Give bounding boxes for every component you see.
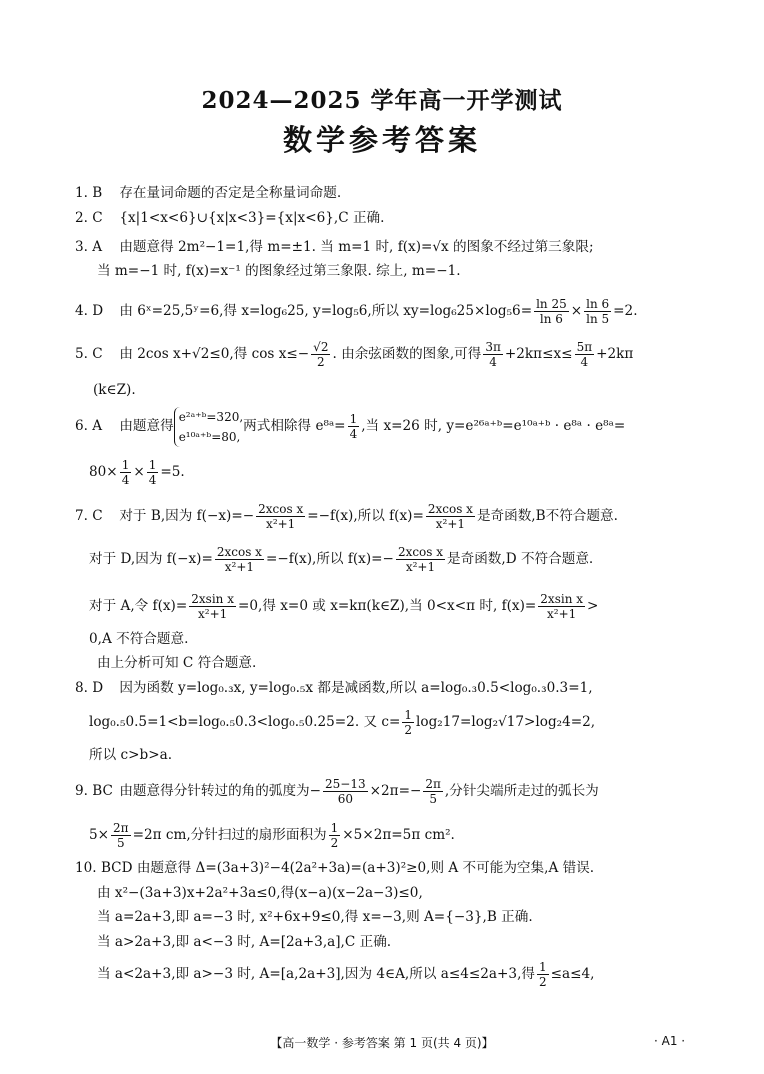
answer-10-line4: 当 a>2a+3,即 a<−3 时, A=[2a+3,a],C 正确. xyxy=(97,934,392,950)
fraction: $\frac{1}{2}$ xyxy=(404,708,413,737)
answer-8-line2: log₀.₅0.5=1<b=log₀.₅0.3<log₀.₅0.25=2. 又 c= $\frac{1}{2}$ log₂17=log₂√17>log₂4=2, xyxy=(89,708,596,737)
fraction: $\frac{\text{2xcos x}}{\text{x²+1}}$ xyxy=(258,502,304,531)
answer-7-line4: 0,A 不符合题意. xyxy=(89,631,189,647)
fraction: $\frac{1}{4}$ xyxy=(148,458,157,487)
answer-text: 存在量词命题的否定是全称量词命题. xyxy=(119,185,342,201)
fraction: $\frac{\ln 6}{\ln 5}$ xyxy=(586,297,610,326)
answer-10: 10. BCD 由题意得 Δ=(3a+3)²−4(2a²+3a)=(a+3)²≥0,则 A 不可能为空集,A 错误. xyxy=(75,860,595,876)
answer-4: 4. D 由 6ˣ=25,5ʸ=6,得 x=log₆25, y=log₅6,所以 xy=log₆25×log₅6= $\frac{\ln 25}{\ln 6}$ × $\frac{\ln 6}{\ln 5}$ =2. xyxy=(75,293,638,329)
answer-7-line5: 由上分析可知 C 符合题意. xyxy=(97,655,257,671)
fraction: $\frac{√2}{2}$ xyxy=(313,340,329,369)
answer-number: 9. BC xyxy=(75,783,113,799)
fraction: $\frac{5\pi}{4}$ xyxy=(576,340,593,369)
answer-6: 6. A 由题意得 e²ᵃ⁺ᵇ=320, e¹⁰ᵃ⁺ᵇ=80, 两式相除得 e⁸ᵃ= $\frac{1}{4}$ ,当 x=26 时, y=e²⁶ᵃ⁺ᵇ=e¹⁰ᵃ⁺ᵇ · e⁸ᵃ · e⁸ᵃ= xyxy=(75,406,625,447)
answer-5: 5. C 由 2cos x+√2≤0,得 cos x≤− $\frac{√2}{2}$ . 由余弦函数的图象,可得 $\frac{3\pi}{4}$ +2kπ≤x≤ $\frac{5\pi}{4}$ +2kπ xyxy=(75,336,633,372)
fraction: $\frac{\text{2xsin x}}{\text{x²+1}}$ xyxy=(191,592,234,621)
fraction: $\frac{\ln 25}{\ln 6}$ xyxy=(536,297,567,326)
answer-number: 10. BCD xyxy=(75,860,133,876)
fraction: $\frac{\text{2xsin x}}{\text{x²+1}}$ xyxy=(540,592,584,621)
fraction: $\frac{\text{2xcos x}}{\text{x²+1}}$ xyxy=(216,545,262,574)
answer-9-line2: 5× $\frac{2\pi}{5}$ =2π cm,分针扫过的扇形面积为 $\frac{1}{2}$ ×5×2π=5π cm². xyxy=(89,821,455,850)
answer-number: 2. C xyxy=(75,210,103,226)
answer-number: 3. A xyxy=(75,239,103,255)
page-footer: 【高一数学 · 参考答案 第 1 页(共 4 页)】 xyxy=(270,1036,494,1050)
answer-9: 9. BC 由题意得分针转过的角的弧度为− $\frac{25-13}{60}$ ×2π=− $\frac{2\pi}{5}$ ,分针尖端所走过的弧长为 xyxy=(75,773,599,809)
answer-text: {x|1<x<6}∪{x|x<3}={x|x<6},C 正确. xyxy=(119,210,385,226)
answer-10-line5: 当 a<2a+3,即 a>−3 时, A=[a,2a+3],因为 4∈A,所以 a≤4≤2a+3,得 $\frac{1}{2}$ ≤a≤4, xyxy=(97,960,595,989)
fraction: $\frac{1}{4}$ xyxy=(349,412,358,441)
fraction: $\frac{\text{2xcos x}}{\text{x²+1}}$ xyxy=(427,502,473,531)
fraction: $\frac{2\pi}{5}$ xyxy=(113,821,129,850)
answer-2 xyxy=(75,209,384,227)
fraction: $\frac{1}{2}$ xyxy=(539,960,547,989)
answer-10-line3: 当 a=2a+3,即 a=−3 时, x²+6x+9≤0,得 x=−3,则 A={−3},B 正确. xyxy=(97,909,533,925)
answer-1 xyxy=(75,184,341,202)
answer-number: 6. A xyxy=(75,418,103,434)
answer-8: 8. D 因为函数 y=log₀.₃x, y=log₀.₅x 都是减函数,所以 a=log₀.₃0.5<log₀.₃0.3=1, xyxy=(75,680,593,696)
answer-number: 7. C xyxy=(75,508,103,524)
fraction: $\frac{1}{2}$ xyxy=(330,821,339,850)
answer-number: 1. B xyxy=(75,185,103,201)
fraction: $\frac{25-13}{60}$ xyxy=(325,777,366,806)
answer-text: 由题意得 2m²−1=1,得 m=±1. 当 m=1 时, f(x)=√x 的图象不经过第三象限; xyxy=(119,239,594,255)
fraction: $\frac{1}{4}$ xyxy=(121,458,130,487)
page-code: · A1 · xyxy=(654,1034,686,1048)
answer-text: 由 6ˣ=25,5ʸ=6,得 x=log₆25, y=log₅6,所以 xy=log₆25×log₅6= xyxy=(119,303,533,319)
fraction: $\frac{2\pi}{5}$ xyxy=(425,777,441,806)
answer-3 xyxy=(75,238,594,256)
answer-number: 4. D xyxy=(75,303,104,319)
equation-system: e²ᵃ⁺ᵇ=320, e¹⁰ᵃ⁺ᵇ=80, xyxy=(174,407,243,447)
title-line1: 2024—2025 学年高一开学测试 xyxy=(201,87,563,114)
answer-7-line3: 对于 A,令 f(x)= $\frac{\text{2xsin x}}{\text{x²+1}}$ =0,得 x=0 或 x=kπ(k∈Z),当 0<x<π 时, f(x)= $\frac{\text{2xsin x}}{\text{x²+1}}$ > xyxy=(89,592,599,621)
answer-number: 5. C xyxy=(75,346,103,362)
answer-8-line3: 所以 c>b>a. xyxy=(89,747,173,763)
answer-7-line2: 对于 D,因为 f(−x)= $\frac{\text{2xcos x}}{\text{x²+1}}$ =−f(x),所以 f(x)=− $\frac{\text{2xcos x}}{\text{x²+1}}$ 是奇函数,D 不符合题意. xyxy=(89,545,594,574)
answer-3-line2: 当 m=−1 时, f(x)=x⁻¹ 的图象经过第三象限. 综上, m=−1. xyxy=(97,263,461,279)
answer-number: 8. D xyxy=(75,680,104,696)
answer-5-line2: (k∈Z). xyxy=(93,382,136,398)
answer-6-line2: 80× $\frac{1}{4}$ × $\frac{1}{4}$ =5. xyxy=(89,458,185,487)
answer-7: 7. C 对于 B,因为 f(−x)=− $\frac{\text{2xcos x}}{\text{x²+1}}$ =−f(x),所以 f(x)= $\frac{\text{2xcos x}}{\text{x²+1}}$ 是奇函数,B不符合题意. xyxy=(75,498,618,534)
fraction: $\frac{3\pi}{4}$ xyxy=(485,340,501,369)
answer-10-line2: 由 x²−(3a+3)x+2a²+3a≤0,得(x−a)(x−2a−3)≤0, xyxy=(97,885,423,901)
fraction: $\frac{\text{2xcos x}}{\text{x²+1}}$ xyxy=(397,545,444,574)
title-line2: 数学参考答案 xyxy=(282,123,481,157)
